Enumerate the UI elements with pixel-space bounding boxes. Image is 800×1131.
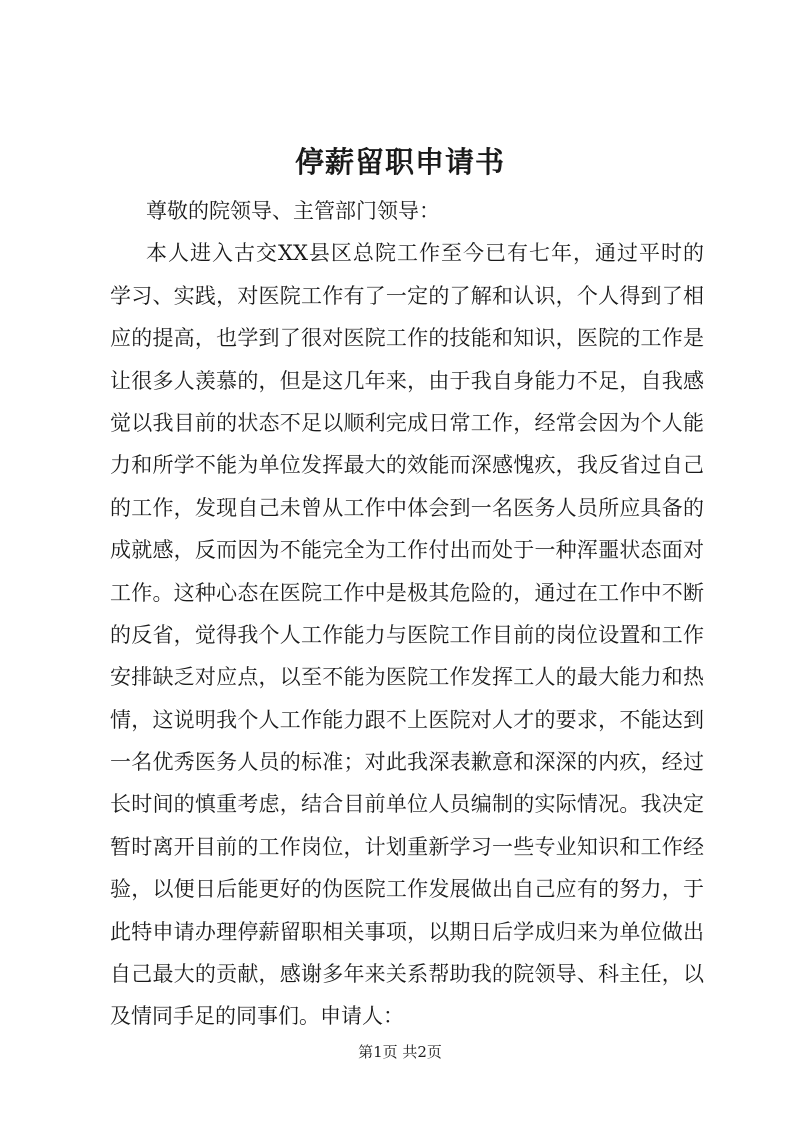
salutation: 尊敬的院领导、主管部门领导：	[146, 199, 440, 223]
paragraph-line: 的工作，发现自己未曾从工作中体会到一名医务人员所应具备的	[110, 495, 704, 520]
paragraph-line: 此特申请办理停薪留职相关事项，以期日后学成归来为单位做出	[110, 919, 704, 944]
paragraph-line: 学习、实践，对医院工作有了一定的了解和认识，个人得到了相	[110, 283, 704, 308]
paragraph-line: 情，这说明我个人工作能力跟不上医院对人才的要求，不能达到	[110, 707, 704, 732]
paragraph-line: 自己最大的贡献，感谢多年来关系帮助我的院领导、科主任，以	[110, 962, 704, 987]
paragraph-line: 验，以便日后能更好的伪医院工作发展做出自己应有的努力，于	[110, 877, 704, 902]
paragraph-line: 应的提高，也学到了很对医院工作的技能和知识，医院的工作是	[110, 326, 704, 351]
paragraph-line: 本人进入古交XX县区总院工作至今已有七年，通过平时的	[146, 241, 704, 266]
page-indicator: 第1页 共2页	[358, 1043, 442, 1061]
paragraph-line: 及情同手足的同事们。申请人：	[110, 1004, 404, 1029]
paragraph-line: 力和所学不能为单位发挥最大的效能而深感愧疚，我反省过自己	[110, 453, 704, 478]
paragraph-line: 长时间的慎重考虑，结合目前单位人员编制的实际情况。我决定	[110, 792, 704, 817]
paragraph-line: 让很多人羡慕的，但是这几年来，由于我自身能力不足，自我感	[110, 368, 704, 393]
document-body	[110, 190, 704, 1038]
paragraph-line: 一名优秀医务人员的标准；对此我深表歉意和深深的内疚，经过	[110, 750, 704, 775]
document-title: 停薪留职申请书	[294, 145, 505, 179]
paragraph-line: 觉以我目前的状态不足以顺利完成日常工作，经常会因为个人能	[110, 410, 704, 435]
paragraph-line: 工作。这种心态在医院工作中是极其危险的，通过在工作中不断	[110, 580, 704, 605]
paragraph-line: 安排缺乏对应点，以至不能为医院工作发挥工人的最大能力和热	[110, 665, 704, 690]
paragraph-line: 成就感，反而因为不能完全为工作付出而处于一种浑噩状态面对	[110, 538, 704, 563]
paragraph-line: 暂时离开目前的工作岗位，计划重新学习一些专业知识和工作经	[110, 834, 704, 859]
paragraph-line: 的反省，觉得我个人工作能力与医院工作目前的岗位设置和工作	[110, 622, 704, 647]
